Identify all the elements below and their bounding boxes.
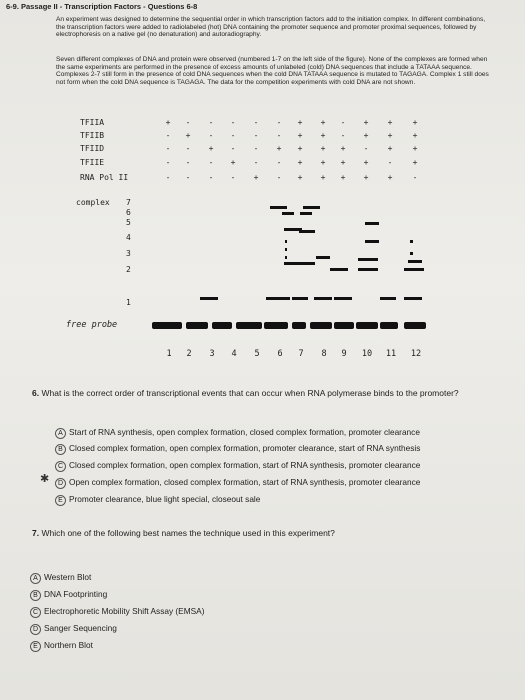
presence-sign: - [230,144,236,153]
lane-number: 3 [209,349,215,359]
answer-option[interactable] [55,443,420,455]
option-letter[interactable]: A [55,428,66,439]
free-probe-band [356,322,378,329]
free-probe-band [334,322,354,329]
presence-sign: + [253,173,259,182]
complex-band [365,240,379,243]
complex-band [282,212,294,215]
presence-sign: - [253,131,259,140]
option-letter[interactable]: E [55,495,66,506]
presence-sign: - [253,158,259,167]
free-probe-band [380,322,398,329]
presence-sign: - [208,131,214,140]
presence-sign: + [363,131,369,140]
answer-option[interactable] [55,460,420,472]
complex-band [404,297,422,300]
presence-sign: - [276,131,282,140]
question-number: 7. [32,528,40,538]
complex-band [410,252,413,255]
presence-sign: - [253,144,259,153]
option-text: Western Blot [44,572,92,582]
free-probe-band [404,322,426,329]
handwritten-star-mark: ✱ [40,473,50,485]
complex-band [300,212,312,215]
factor-label: TFIIA [80,118,105,127]
complex-band [299,262,315,265]
presence-sign: + [320,144,326,153]
factor-label: RNA Pol II [80,173,129,182]
option-letter[interactable]: D [55,478,66,489]
option-text: Closed complex formation, open complex formation, promoter clearance, start of RNA synthesis [69,443,421,453]
presence-sign: + [165,118,171,127]
answer-option[interactable] [30,572,91,584]
results-paragraph: Seven different complexes of DNA and protein were observed (numbered 1-7 on the left side of the figure). None of the complexes are formed when the same experiments are performed in the presence of excess amounts of unlabeled (cold) DNA sequences that include a TATAAA sequence. Complexes 2-7 still form in the presence of cold DNA sequences when the cold DNA TATAAA sequence is mutated to TAGAGA. Complex 1 still does not form when the cold DNA sequence is TAGAGA. The data for the competition experiments with cold DNA are not shown. [56,56,489,86]
lane-number: 8 [321,349,327,359]
option-text: Sanger Sequencing [44,623,117,633]
question-text: What is the correct order of transcriptional events that can occur when RNA polymerase binds to the promoter? [41,388,459,398]
presence-sign: + [363,173,369,182]
free-probe-band [292,322,306,329]
answer-option[interactable] [30,589,107,601]
presence-sign: - [412,173,418,182]
factor-label: TFIIB [80,131,105,140]
presence-sign: + [320,118,326,127]
question-number: 6. [32,388,40,398]
complex-band [270,206,287,209]
presence-sign: + [320,131,326,140]
presence-sign: + [412,158,418,167]
option-text: Northern Blot [44,640,93,650]
presence-sign: - [208,173,214,182]
complex-number: 6 [126,208,131,217]
answer-option[interactable] [55,427,420,439]
presence-sign: + [387,131,393,140]
presence-sign: + [185,131,191,140]
presence-sign: - [230,131,236,140]
presence-sign: - [185,118,191,127]
complex-number: 5 [126,218,131,227]
option-letter[interactable]: B [55,444,66,455]
presence-sign: + [208,144,214,153]
option-text: Promoter clearance, blue light special, closeout sale [69,494,261,504]
factor-label: TFIIE [80,158,105,167]
answer-option[interactable] [30,623,117,635]
option-text: Electrophoretic Mobility Shift Assay (EMSA) [44,606,205,616]
complex-band [334,297,352,300]
passage-header: 6-9. Passage II - Transcription Factors - Questions 6-8 [6,2,198,11]
complex-band [285,240,287,243]
presence-sign: - [276,118,282,127]
complex-band [404,268,424,271]
presence-sign: - [253,118,259,127]
presence-sign: + [297,173,303,182]
presence-sign: + [276,144,282,153]
complex-number: 7 [126,198,131,207]
presence-sign: + [363,158,369,167]
complex-axis-label: complex [76,198,110,207]
presence-sign: + [340,173,346,182]
presence-sign: - [340,131,346,140]
presence-sign: - [165,158,171,167]
complex-band [365,222,379,225]
complex-band [285,248,287,251]
option-letter[interactable]: C [55,461,66,472]
presence-sign: + [320,173,326,182]
answer-option[interactable] [55,477,420,489]
lane-number: 7 [298,349,304,359]
option-letter[interactable]: A [30,573,41,584]
presence-sign: - [185,158,191,167]
free-probe-band [310,322,332,329]
presence-sign: - [230,118,236,127]
free-probe-band [264,322,288,329]
option-letter[interactable]: E [30,641,41,652]
option-text: Closed complex formation, open complex formation, start of RNA synthesis, promoter clearance [69,460,421,470]
complex-band [358,268,378,271]
lane-number: 1 [166,349,172,359]
presence-sign: - [276,173,282,182]
presence-sign: - [276,158,282,167]
presence-sign: - [185,173,191,182]
presence-sign: + [412,131,418,140]
question-stem [32,528,502,538]
free-probe-band [152,322,182,329]
lane-number: 10 [361,349,373,359]
presence-sign: - [208,118,214,127]
presence-sign: - [340,118,346,127]
presence-sign: - [363,144,369,153]
complex-number: 1 [126,298,131,307]
complex-band [316,256,330,259]
complex-band [266,297,290,300]
answer-option[interactable] [55,494,260,506]
presence-sign: + [412,118,418,127]
lane-number: 2 [186,349,192,359]
complex-band [380,297,396,300]
answer-option[interactable] [30,606,204,618]
complex-band [299,230,315,233]
option-letter[interactable]: B [30,590,41,601]
answer-option[interactable] [30,640,93,652]
lane-number: 12 [410,349,422,359]
presence-sign: + [297,158,303,167]
presence-sign: - [185,144,191,153]
complex-number: 4 [126,233,131,242]
presence-sign: - [165,131,171,140]
complex-band [408,260,422,263]
complex-band [314,297,332,300]
presence-sign: - [208,158,214,167]
option-letter[interactable]: C [30,607,41,618]
complex-band [292,297,308,300]
complex-band [358,258,378,261]
free-probe-band [212,322,232,329]
complex-band [330,268,348,271]
presence-sign: + [387,144,393,153]
complex-number: 2 [126,265,131,274]
presence-sign: + [387,173,393,182]
presence-sign: + [363,118,369,127]
lane-number: 5 [254,349,260,359]
complex-band [410,240,413,243]
question-stem [32,388,502,398]
complex-number: 3 [126,249,131,258]
lane-number: 9 [341,349,347,359]
presence-sign: + [297,118,303,127]
option-text: Open complex formation, closed complex formation, start of RNA synthesis, promoter clearance [69,477,421,487]
option-text: DNA Footprinting [44,589,108,599]
presence-sign: + [340,158,346,167]
free-probe-label: free probe [66,320,118,330]
presence-sign: + [340,144,346,153]
free-probe-band [186,322,208,329]
presence-sign: + [387,118,393,127]
option-text: Start of RNA synthesis, open complex formation, closed complex formation, promoter clearance [69,427,420,437]
complex-band [303,206,320,209]
complex-band [285,256,287,259]
presence-sign: + [320,158,326,167]
factor-label: TFIID [80,144,105,153]
presence-sign: - [165,144,171,153]
presence-sign: - [165,173,171,182]
intro-paragraph: An experiment was designed to determine the sequential order in which transcription factors add to the initiation complex. In different combinations, the transcription factors were added to radiolabeled (hot) DNA containing the promoter sequence and promoter proximal sequences, followed by electrophoresis on a native gel (no denaturation) and autoradiography. [56,16,486,39]
presence-sign: - [387,158,393,167]
presence-sign: - [230,173,236,182]
lane-number: 4 [231,349,237,359]
option-letter[interactable]: D [30,624,41,635]
question-text: Which one of the following best names the technique used in this experiment? [41,528,335,538]
free-probe-band [236,322,262,329]
presence-sign: + [297,144,303,153]
complex-band [200,297,218,300]
presence-sign: + [230,158,236,167]
presence-sign: + [297,131,303,140]
lane-number: 11 [385,349,397,359]
lane-number: 6 [277,349,283,359]
presence-sign: + [412,144,418,153]
